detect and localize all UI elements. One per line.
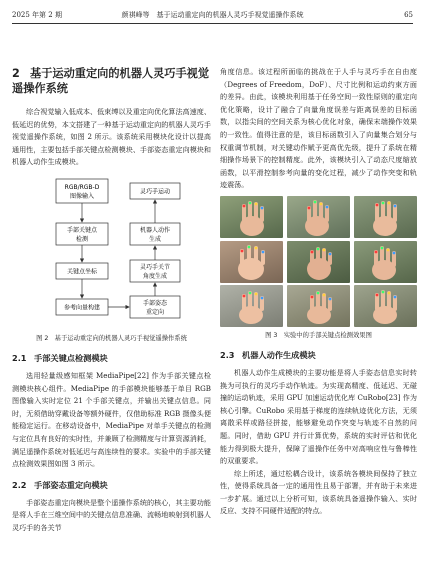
page-number: 65: [404, 11, 413, 19]
node-hand-keypoint-detection: [56, 223, 108, 245]
svg-text:RGB/RGB-D: RGB/RGB-D: [64, 183, 100, 191]
hand-keypoints-icon: [354, 285, 417, 327]
hand-keypoints-icon: [220, 196, 283, 238]
subsection-title: 手部姿态重定向模块: [34, 479, 108, 490]
header-rule: [12, 23, 413, 24]
hand-photo: [354, 196, 417, 238]
issue-label: 2025 年第 2 期: [12, 11, 62, 19]
svg-text:关键点坐标: 关键点坐标: [66, 268, 98, 276]
hand-keypoints-icon: [354, 241, 417, 283]
running-header: [12, 8, 413, 22]
section-2-paragraph: 综合视觉输入低成本、低束缚以及重定向优化算法高速度、低延迟的优势，本文搭建了一种基于运动重定向的机器人灵巧手视觉遥操作系统，如图 2 所示。该系统采用模块化设计以提高通用性，主要包括手部关键点检测模块、手部姿态重定向模块和机器人动作生成模块。: [12, 107, 211, 167]
node-dexterous-hand-motion: [130, 183, 180, 199]
subsection-number: 2.2: [12, 479, 27, 490]
section-2-2-paragraph: 手部姿态重定向模块是整个遥操作系统的核心，其主要功能是将人手在三维空间中的关键点信息准确、流畅地映射到机器人灵巧手的各关节: [12, 497, 211, 532]
summary-paragraph: 综上所述，通过松耦合设计，该系统各模块间保持了独立性，使得系统具备一定的通用性且易于部署，并有助于未来进一步扩展。通过以上分析可知，该系统具备遥操作输入、实时反应、支持不同硬件适配的特点。: [220, 468, 417, 516]
node-image-input: [56, 179, 108, 203]
hand-keypoints-icon: [287, 285, 350, 327]
hand-keypoints-icon: [354, 196, 417, 238]
figure-3-hand-keypoint-photos: [220, 196, 417, 327]
svg-text:手部关键点: 手部关键点: [66, 226, 98, 234]
svg-text:图像输入: 图像输入: [69, 192, 95, 200]
hand-keypoints-icon: [287, 241, 350, 283]
flow-arrows: [82, 200, 155, 307]
svg-text:重定向: 重定向: [145, 308, 165, 316]
node-robot-motion-generation: [130, 223, 180, 245]
hand-photo: [220, 241, 283, 283]
left-column: [12, 66, 211, 535]
section-2-heading: [12, 66, 211, 96]
hand-photo: [354, 285, 417, 327]
svg-text:灵巧手运动: 灵巧手运动: [139, 188, 171, 196]
svg-text:生成: 生成: [148, 235, 162, 243]
hand-keypoints-icon: [287, 196, 350, 238]
subsection-title: 手部关键点检测模块: [34, 352, 108, 363]
node-reference-vector: [56, 299, 108, 315]
subsection-title: 机器人动作生成模块: [242, 349, 316, 360]
section-title: 基于运动重定向的机器人灵巧手视觉遥操作系统: [12, 67, 210, 95]
running-title: 颜祺峰等 基于运动重定向的机器人灵巧手视觉遥操作系统: [121, 11, 304, 19]
figure-3-caption: 图 3 实验中的手部关键点检测效果图: [265, 331, 372, 339]
figure-2-caption: 图 2 基于运动重定向的机器人灵巧手视觉遥操作系统: [36, 334, 187, 342]
svg-text:灵巧手关节: 灵巧手关节: [139, 263, 171, 271]
subsection-number: 2.3: [220, 349, 235, 360]
subsection-number: 2.1: [12, 352, 27, 363]
hand-photo: [287, 241, 350, 283]
flowchart-diagram: [12, 175, 211, 330]
node-pose-retargeting: [130, 296, 180, 318]
hand-keypoints-icon: [220, 285, 283, 327]
section-number: 2: [12, 67, 20, 80]
section-2-3-paragraph: 机器人动作生成模块的主要功能是将人手姿态信息实时转换为可执行的灵巧手动作轨迹。为实现高精度、低延迟、无碰撞的运动轨迹，采用 GPU 加速运动优化库 CuRobo[23] 作为核心引擎。CuRobo 采用基于梯度的连续轨迹优化方法，无须离散采样或路径拼接，能够避免动作突变与轨迹不自然的问题。同时，借助 GPU 并行计算优势，系统的实时评估和优化能力得到极大提升，保障了遥操作任务中对高响应性与鲁棒性的双重要求。: [220, 367, 417, 466]
hand-photo: [220, 196, 283, 238]
hand-photo: [287, 285, 350, 327]
section-2-1-paragraph: 选用轻量级感知框架 MediaPipe[22] 作为手部关键点检测模块核心组件。MediaPipe 的手部模块能够基于单目 RGB 图像输入实时定位 21 个手部关键点，并输出关键点信息。同时，无须借助穿戴设备等额外硬件，仅借助标准 RGB 摄像头便能稳定运行。在移动设备中，MediaPipe 对单手关键点的检测与定位具有良好的实时性，并兼顾了检测精度与计算资源消耗，满足遥操作系统对低延迟与高连续性的要求。实验中的手部关键点检测效果图如图 3 所示。: [12, 370, 211, 469]
section-2-3-heading: [220, 349, 417, 361]
figure-2-flowchart: [12, 175, 211, 330]
node-joint-angle-generation: [130, 260, 180, 282]
svg-text:手部姿态: 手部姿态: [142, 299, 168, 307]
hand-keypoints-icon: [220, 241, 283, 283]
hand-photo: [220, 285, 283, 327]
svg-text:角度生成: 角度生成: [142, 272, 168, 280]
retarget-continued-paragraph: 角度信息。该过程所面临的挑战在于人手与灵巧手在自由度（Degrees of Freedom，DoF）、尺寸比例和运动约束方面的差异。由此，该模块利用基于任务空间一致性原则的重定向优化策略，设计了融合了向量角度误差与距离误差的目标函数，以指尖间的空间关系为核心优化对象，确保末端操作效果的一致性。值得注意的是，该目标函数引入了向量集合划分与权重调节机制，对关键动作赋予更高优先级，提升了系统在精细操作场景下的控制精度。此外，该模块引入了动态尺度缩放函数，以平滑控制参考向量的变化过程，减少了动作突变和轨迹震荡。: [220, 67, 417, 190]
svg-text:检测: 检测: [75, 235, 89, 243]
section-2-1-heading: [12, 352, 211, 364]
section-2-2-heading: [12, 479, 211, 491]
hand-photo: [354, 241, 417, 283]
svg-text:参考向量构建: 参考向量构建: [63, 304, 101, 312]
hand-photo: [287, 196, 350, 238]
node-keypoint-coordinates: [56, 263, 108, 279]
svg-text:机器人动作: 机器人动作: [139, 226, 171, 234]
right-column: [220, 66, 417, 518]
